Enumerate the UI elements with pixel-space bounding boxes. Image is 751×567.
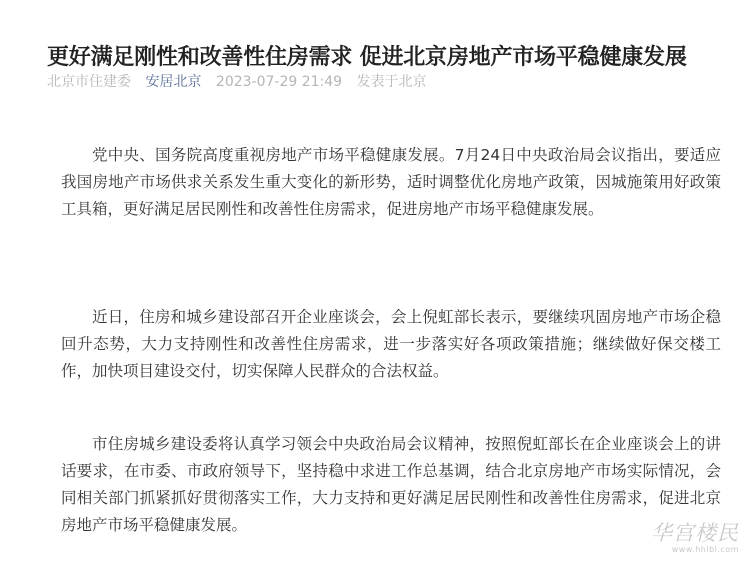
article-title: 更好满足刚性和改善性住房需求 促进北京房地产市场平稳健康发展: [47, 44, 687, 70]
watermark-logo: [651, 521, 739, 555]
article-meta: [47, 72, 437, 92]
publish-time: 2023-07-29 21:49: [215, 74, 343, 90]
watermark-sub-text: www.hhlbl.com: [671, 545, 739, 554]
account-link[interactable]: 安居北京: [145, 74, 202, 90]
paragraph-3: 市住房城乡建设委将认真学习领会中央政治局会议精神，按照倪虹部长在企业座谈会上的讲话要求，在市委、市政府领导下，坚持稳中求进工作总基调，结合北京房地产市场实际情况，会同相关部门抓紧抓好贯彻落实工作，大力支持和更好满足居民刚性和改善性住房需求，促进北京房地产市场平稳健康发展。: [61, 434, 721, 534]
publish-location: 发表于北京: [356, 74, 427, 90]
watermark-main-text: 华宫楼民: [651, 521, 739, 545]
source-label: 北京市住建委: [47, 74, 131, 90]
paragraph-2: 近日，住房和城乡建设部召开企业座谈会，会上倪虹部长表示，要继续巩固房地产市场企稳回升态势，大力支持刚性和改善性住房需求，进一步落实好各项政策措施；继续做好保交楼工作，加快项目建设交付，切实保障人民群众的合法权益。: [61, 307, 721, 380]
paragraph-1: 党中央、国务院高度重视房地产市场平稳健康发展。7月24日中央政治局会议指出，要适应我国房地产市场供求关系发生重大变化的新形势，适时调整优化房地产政策，因城施策用好政策工具箱，更好满足居民刚性和改善性住房需求，促进房地产市场平稳健康发展。: [61, 145, 721, 218]
